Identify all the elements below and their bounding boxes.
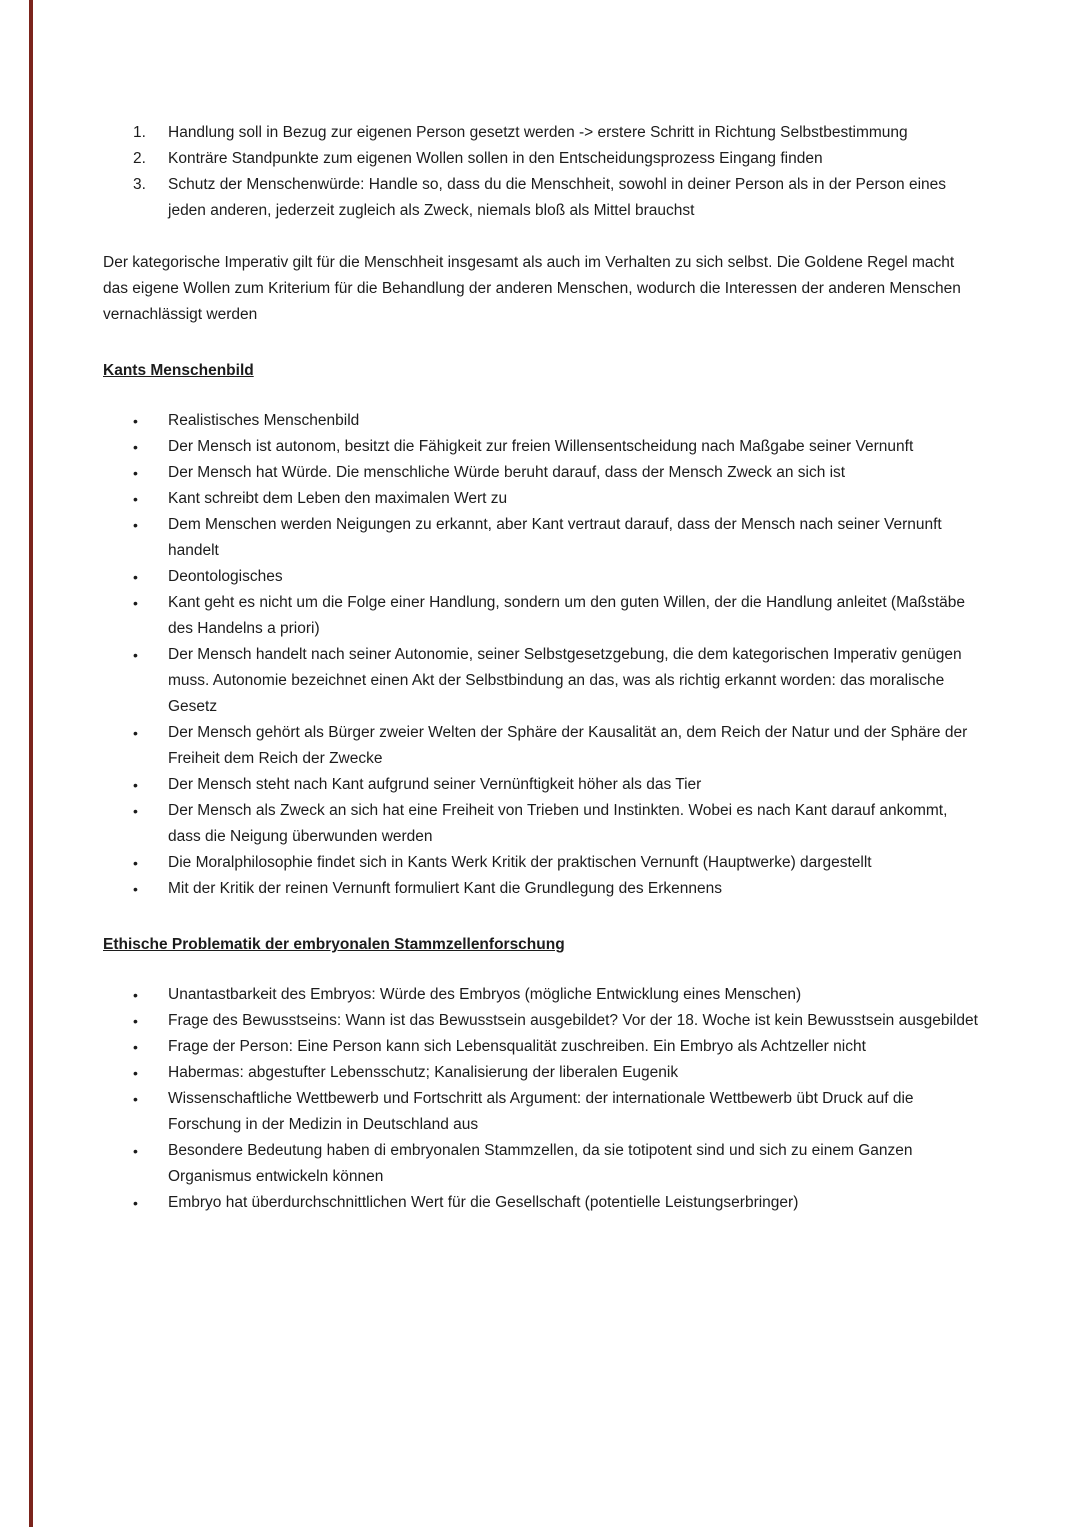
bullet-item [133,512,983,564]
body-paragraph: Der kategorische Imperativ gilt für die Menschheit insgesamt als auch im Verhalten zu sich selbst. Die Goldene Regel macht das eigene Wollen zum Kriterium für die Behandlung der anderen Menschen, wodurch die Interessen der anderen Menschen vernachlässigt werden [103,254,961,323]
bullet-text: Wissenschaftliche Wettbewerb und Fortschritt als Argument: der internationale Wettbewerb übt Druck auf die Forschung in der Medizin in Deutschland aus [168,1090,914,1133]
numbered-item [133,146,983,172]
bullet-text: Embryo hat überdurchschnittlichen Wert für die Gesellschaft (potentielle Leistungserbringer) [168,1194,799,1211]
bullet-item [133,434,983,460]
bullet-item [133,720,983,772]
bullet-item [133,1138,983,1190]
bullet-text: Der Mensch steht nach Kant aufgrund seiner Vernünftigkeit höher als das Tier [168,776,702,793]
bullet-item [133,772,983,798]
bullet-text: Kant schreibt dem Leben den maximalen Wert zu [168,490,508,507]
bullet-text: Frage der Person: Eine Person kann sich Lebensqualität zuschreiben. Ein Embryo als Achtzeller nicht [168,1038,866,1055]
bullet-icon: • [133,881,138,897]
bullet-icon: • [133,855,138,871]
section-heading-ethische-problematik: Ethische Problematik der embryonalen Stammzellenforschung [103,936,565,953]
bullet-item [133,1060,983,1086]
list-number: 3. [133,176,146,193]
bullet-text: Deontologisches [168,568,283,585]
bullet-icon: • [133,777,138,793]
bullet-item [133,642,983,720]
bullet-item [133,564,983,590]
bullet-icon: • [133,1143,138,1159]
bullet-item [133,876,983,902]
bullet-text: Kant geht es nicht um die Folge einer Handlung, sondern um den guten Willen, der die Handlung anleitet (Maßstäbe des Handelns a priori) [168,594,966,637]
bullet-text: Habermas: abgestufter Lebensschutz; Kanalisierung der liberalen Eugenik [168,1064,679,1081]
bullet-item [133,1034,983,1060]
bullet-icon: • [133,1013,138,1029]
bullet-icon: • [133,1065,138,1081]
bullet-text: Der Mensch als Zweck an sich hat eine Freiheit von Trieben und Instinkten. Wobei es nach Kant darauf ankommt, dass die Neigung überwunden werden [168,802,948,845]
bullet-text: Der Mensch gehört als Bürger zweier Welten der Sphäre der Kausalität an, dem Reich der Natur und der Sphäre der Freiheit dem Reich der Zwecke [168,724,968,767]
bullet-item [133,460,983,486]
bullet-icon: • [133,517,138,533]
bullet-item [133,486,983,512]
list-number: 2. [133,150,146,167]
bullet-icon: • [133,1195,138,1211]
bullet-icon: • [133,595,138,611]
bullet-list-kants-menschenbild [133,408,983,902]
document-page [103,120,983,1242]
bullet-icon: • [133,439,138,455]
bullet-text: Die Moralphilosophie findet sich in Kants Werk Kritik der praktischen Vernunft (Hauptwerke) dargestellt [168,854,872,871]
bullet-text: Der Mensch handelt nach seiner Autonomie, seiner Selbstgesetzgebung, die dem kategorischen Imperativ genügen muss. Autonomie bezeichnet einen Akt der Selbstbindung an das, was als richtig erkannt worden: das moralische Gesetz [168,646,962,715]
page-margin-line [29,0,33,1527]
numbered-item [133,172,983,224]
bullet-text: Realistisches Menschenbild [168,412,360,429]
bullet-text: Unantastbarkeit des Embryos: Würde des Embryos (mögliche Entwicklung eines Menschen) [168,986,802,1003]
numbered-list [133,120,983,224]
list-number: 1. [133,124,146,141]
numbered-item [133,120,983,146]
list-item-text: Konträre Standpunkte zum eigenen Wollen sollen in den Entscheidungsprozess Eingang finden [168,150,823,167]
bullet-icon: • [133,465,138,481]
bullet-text: Mit der Kritik der reinen Vernunft formuliert Kant die Grundlegung des Erkennens [168,880,722,897]
bullet-item [133,982,983,1008]
bullet-text: Frage des Bewusstseins: Wann ist das Bewusstsein ausgebildet? Vor der 18. Woche ist kein Bewusstsein ausgebildet [168,1012,978,1029]
bullet-item [133,850,983,876]
bullet-icon: • [133,1091,138,1107]
bullet-item [133,590,983,642]
bullet-text: Der Mensch hat Würde. Die menschliche Würde beruht darauf, dass der Mensch Zweck an sich ist [168,464,846,481]
list-item-text: Handlung soll in Bezug zur eigenen Person gesetzt werden -> erstere Schritt in Richtung Selbstbestimmung [168,124,908,141]
bullet-item [133,798,983,850]
bullet-icon: • [133,647,138,663]
list-item-text: Schutz der Menschenwürde: Handle so, dass du die Menschheit, sowohl in deiner Person als in der Person eines jeden anderen, jederzeit zugleich als Zweck, niemals bloß als Mittel brauchst [168,176,947,219]
bullet-icon: • [133,569,138,585]
bullet-item [133,1008,983,1034]
bullet-text: Dem Menschen werden Neigungen zu erkannt, aber Kant vertraut darauf, dass der Mensch nach seiner Vernunft handelt [168,516,942,559]
bullet-icon: • [133,725,138,741]
bullet-icon: • [133,1039,138,1055]
section-heading-kants-menschenbild: Kants Menschenbild [103,362,254,379]
bullet-icon: • [133,987,138,1003]
bullet-item [133,1086,983,1138]
bullet-icon: • [133,413,138,429]
bullet-icon: • [133,491,138,507]
bullet-item [133,1190,983,1216]
bullet-list-ethische-problematik [133,982,983,1216]
bullet-item [133,408,983,434]
bullet-icon: • [133,803,138,819]
bullet-text: Besondere Bedeutung haben di embryonalen Stammzellen, da sie totipotent sind und sich zu einem Ganzen Organismus entwickeln können [168,1142,913,1185]
bullet-text: Der Mensch ist autonom, besitzt die Fähigkeit zur freien Willensentscheidung nach Maßgabe seiner Vernunft [168,438,914,455]
